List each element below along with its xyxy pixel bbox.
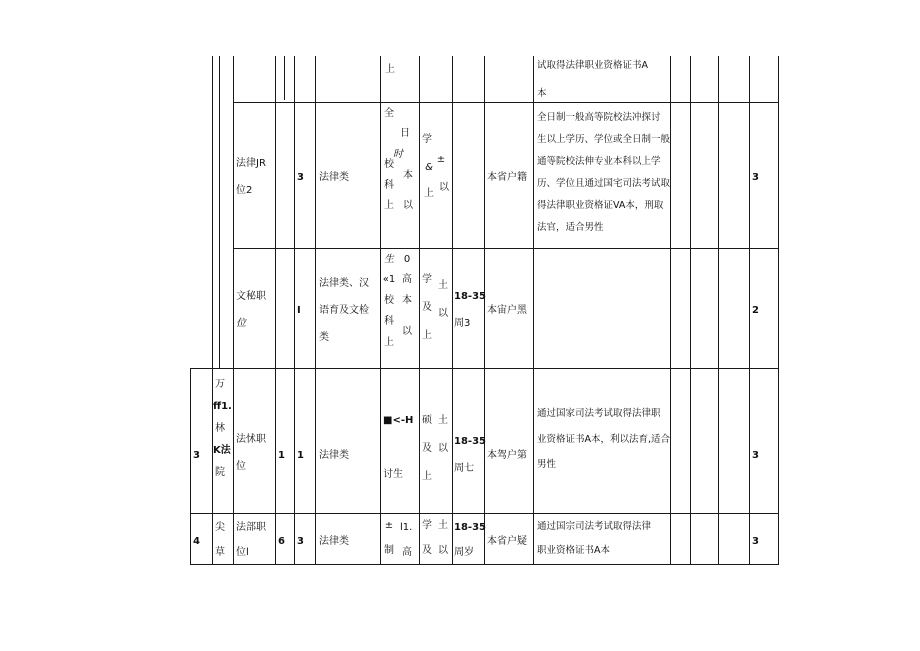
- requirement-line: 法官，适合男性: [537, 222, 604, 233]
- exam-ratio: 3: [752, 536, 759, 547]
- position-name: 位2: [236, 185, 253, 196]
- grid-line: [778, 56, 779, 565]
- requirement-line: 全日制一般高等院校法冲探讨: [537, 112, 661, 123]
- grid-line: [294, 56, 295, 565]
- grid-line: [190, 368, 191, 565]
- exam-ratio: 3: [752, 450, 759, 461]
- position-name: 位l: [236, 547, 249, 558]
- grid-line: [233, 248, 778, 249]
- position-name: 位: [236, 461, 246, 472]
- recruit-count: 3: [297, 536, 304, 547]
- grid-line: [690, 56, 691, 565]
- row-number: 4: [193, 536, 200, 547]
- household-requirement: 本省户籍: [487, 172, 527, 183]
- recruit-count: 3: [297, 172, 304, 183]
- position-name: 文秘职: [236, 291, 266, 302]
- requirement-line: 通过国家司法考试取得法律职: [537, 408, 661, 419]
- major-requirement: 法律类: [319, 536, 349, 547]
- position-name: 法部职: [236, 522, 266, 533]
- grid-line: [315, 56, 316, 565]
- position-name: 法怵职: [236, 434, 266, 445]
- position-code: 6: [278, 536, 285, 547]
- major-requirement: 法律类: [319, 172, 349, 183]
- grid-line: [670, 56, 671, 565]
- position-code: 1: [278, 450, 285, 461]
- grid-line: [190, 513, 778, 514]
- grid-line: [190, 368, 778, 369]
- grid-line: [219, 56, 220, 368]
- household-requirement: 本驾户第: [487, 450, 527, 461]
- requirement-line: 职业资格证书A本: [537, 545, 610, 556]
- education-cell: 上: [385, 64, 395, 75]
- grid-line: [212, 56, 213, 565]
- requirement-line: 男性: [537, 459, 557, 470]
- exam-ratio: 2: [752, 305, 759, 316]
- grid-line: [190, 564, 778, 565]
- requirement-line: 生以上学历、学位或全日制一般: [537, 134, 671, 145]
- position-name: 位: [236, 318, 246, 329]
- grid-line: [233, 56, 234, 565]
- household-requirement: 本省户疑: [487, 536, 527, 547]
- major-requirement: 语育及文检: [319, 305, 369, 316]
- grid-line: [275, 56, 276, 565]
- requirement-line: 本: [537, 88, 547, 99]
- grid-line: [484, 56, 485, 565]
- requirement-line: 试取得法律职业资格证书A: [537, 60, 648, 71]
- recruit-count: 1: [297, 450, 304, 461]
- row-number: 3: [193, 450, 200, 461]
- requirement-line: 得法律职业资格证VA本，刑取: [537, 200, 664, 211]
- requirement-line: 历、学位且通过国宅司法考试取: [537, 178, 671, 189]
- grid-line: [452, 56, 453, 565]
- major-requirement: 法律类、汉: [319, 278, 369, 289]
- requirement-line: 通等院校法伸专业本科以上学: [537, 156, 661, 167]
- exam-ratio: 3: [752, 172, 759, 183]
- major-requirement: 法律类: [319, 450, 349, 461]
- household-requirement: 本宙户黑: [487, 305, 527, 316]
- grid-line: [718, 56, 719, 565]
- requirement-line: 通过国宗司法考试取得法律: [537, 521, 652, 532]
- sequence-mark: I: [297, 305, 301, 316]
- position-name: 法律JR: [236, 158, 266, 169]
- grid-line: [380, 56, 381, 565]
- grid-line: [233, 102, 778, 103]
- grid-line: [533, 56, 534, 565]
- recruitment-table: 上 试取得法律职业资格证书A 本 法律JR 位2 3 法律类 全 日 时 校 科 上 本 以 学 & 上 ± 以 本省户籍 全日制一般高等院校法冲探讨 生以上学历、学位或全日制一般 通等院校法伸专业本科以上学 历、学位且通过国宅司法考试取 得法律职业资格证VA本，刑取 法官，适合男性 3 文秘职 位 I 法律类、汉 语育及文检 类 生 «1 校 科 上 0 高 本 以 学 及 上 土 以 18-35 周3 本宙户黑 2 3 万 ff1. 林 K法 院 法怵职 位 1 1 法律类 ■<-H 讨生 硕 及 上 土 以 18-35 周七 本驾户第 通过国家司法考试取得法律职 业资格证书A本，利以法育,适合 男性 3 4 尖 草 法部职 位l 6 3 法律类 ± 制 l1. 高 学 及 土 以 18-35 周岁 本省户疑 通过国宗司法考试取得法律 职业资格证书A本 3: [0, 0, 920, 651]
- major-requirement: 类: [319, 332, 329, 343]
- grid-line: [284, 56, 285, 100]
- grid-line: [749, 56, 750, 565]
- requirement-line: 业资格证书A本，利以法育,适合: [537, 434, 671, 445]
